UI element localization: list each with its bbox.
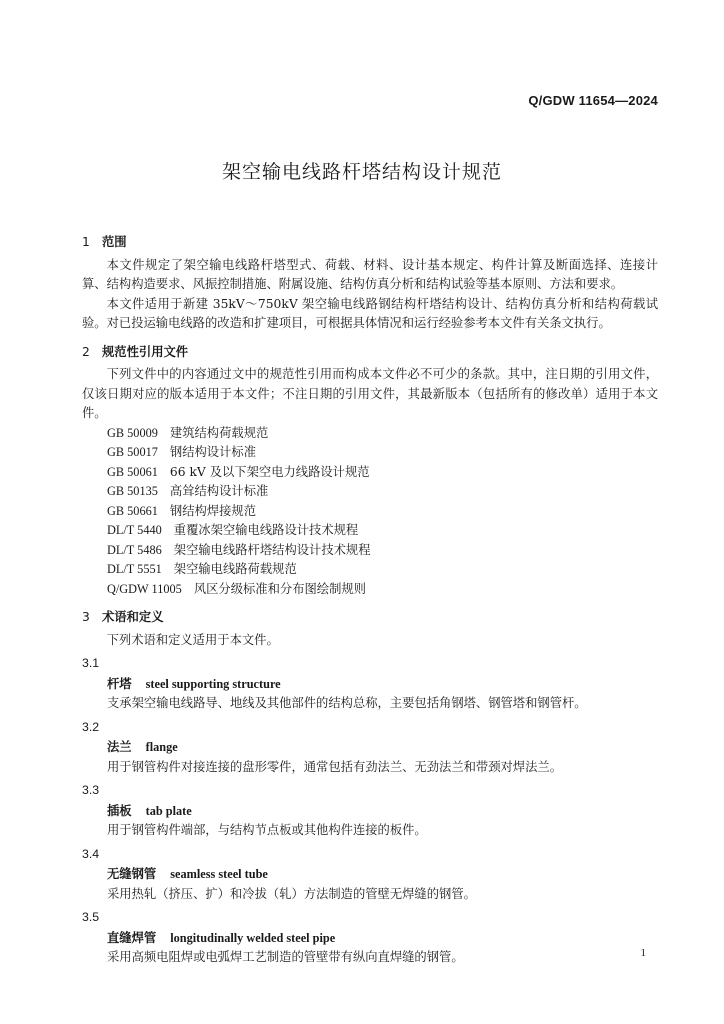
reference-code: DL/T 5486 <box>107 542 162 557</box>
term-english: flange <box>145 740 178 754</box>
term-english: steel supporting structure <box>145 676 281 691</box>
reference-name: 架空输电线路荷载规范 <box>173 562 297 576</box>
term-definition: 支承架空输电线路导、地线及其他部件的结构总称，主要包括角钢塔、钢管塔和钢管杆。 <box>107 696 587 710</box>
reference-code: DL/T 5440 <box>107 523 162 537</box>
term-english: longitudinally welded steel pipe <box>170 930 336 945</box>
term-number: 3.4 <box>82 846 100 861</box>
reference-item <box>107 560 658 580</box>
reference-name: 钢结构设计标准 <box>169 445 256 459</box>
reference-code: GB 50135 <box>107 484 158 498</box>
reference-item <box>107 463 658 483</box>
section-title: 术语和定义 <box>102 610 164 624</box>
reference-code: GB 50661 <box>107 503 158 518</box>
reference-code: GB 50061 <box>107 464 158 479</box>
term-english: seamless steel tube <box>170 867 268 881</box>
term-chinese: 杆塔 <box>107 676 132 691</box>
term-heading <box>107 801 658 822</box>
term-chinese: 直缝焊管 <box>107 930 157 945</box>
paragraph: 本文件适用于新建 35kV～750kV 架空输电线路钢结构杆塔结构设计、结构仿真分析和结构荷载试验。对已投运输电线路的改造和扩建项目，可根据具体情况和运行经验参考本文件有关条文执行。 <box>82 296 658 330</box>
reference-item <box>107 424 658 444</box>
reference-item <box>107 443 658 463</box>
term-heading <box>107 864 658 885</box>
term-definition: 采用热轧（挤压、扩）和冷拔（轧）方法制造的管壁无焊缝的钢管。 <box>107 886 476 901</box>
paragraph: 本文件规定了架空输电线路杆塔型式、荷载、材料、设计基本规定、构件计算及断面选择、连接计算、结构构造要求、风振控制措施、附属设施、结构仿真分析和结构试验等基本原则、方法和要求。 <box>82 257 658 291</box>
reference-item <box>107 482 658 502</box>
section-number: 2 <box>82 344 90 359</box>
term-chinese: 法兰 <box>107 740 132 754</box>
page-number: 1 <box>640 947 646 959</box>
section-title: 规范性引用文件 <box>102 344 189 359</box>
reference-item <box>107 541 658 561</box>
reference-name: 建筑结构荷载规范 <box>169 425 269 440</box>
paragraph: 下列文件中的内容通过文中的规范性引用而构成本文件必不可少的条款。其中，注日期的引用文件，仅该日期对应的版本适用于本文件；不注日期的引用文件，其最新版本（包括所有的修改单）适用于本文件。 <box>82 367 658 420</box>
term-chinese: 无缝钢管 <box>107 867 157 881</box>
term-heading <box>107 674 658 695</box>
term-number: 3.1 <box>82 656 100 670</box>
reference-code: DL/T 5551 <box>107 562 162 576</box>
reference-name: 重覆冰架空输电线路设计技术规程 <box>173 523 359 537</box>
reference-name: 风区分级标准和分布图绘制规则 <box>193 581 366 596</box>
reference-code: Q/GDW 11005 <box>107 581 182 596</box>
term-definition: 用于钢管构件端部，与结构节点板或其他构件连接的板件。 <box>107 823 427 837</box>
section-heading <box>82 608 658 628</box>
paragraph: 下列术语和定义适用于本文件。 <box>106 632 279 647</box>
term-chinese: 插板 <box>107 803 132 818</box>
term-heading <box>107 737 658 758</box>
reference-code: GB 50017 <box>107 445 158 459</box>
reference-item <box>107 580 658 600</box>
section-number: 3 <box>82 610 90 624</box>
reference-name: 66 kV 及以下架空电力线路设计规范 <box>169 464 370 479</box>
term-definition: 用于钢管构件对接连接的盘形零件，通常包括有劲法兰、无劲法兰和带颈对焊法兰。 <box>107 759 562 774</box>
term-english: tab plate <box>145 803 192 818</box>
document-body <box>82 229 658 968</box>
section-heading <box>82 343 658 363</box>
page-title: 架空输电线路杆塔结构设计规范 <box>221 161 502 183</box>
reference-name: 钢结构焊接规范 <box>169 503 256 518</box>
term-definition: 采用高频电阻焊或电弧焊工艺制造的管壁带有纵向直焊缝的钢管。 <box>107 950 464 964</box>
section-title: 范围 <box>102 235 127 249</box>
section-number: 1 <box>82 235 90 249</box>
reference-name: 高耸结构设计标准 <box>169 484 269 498</box>
term-number: 3.3 <box>82 783 100 797</box>
reference-item <box>107 502 658 522</box>
term-number: 3.2 <box>82 719 100 734</box>
reference-item <box>107 521 658 541</box>
standard-code: Q/GDW 11654—2024 <box>528 93 658 108</box>
section-heading <box>82 233 658 253</box>
term-number: 3.5 <box>82 910 100 924</box>
reference-code: GB 50009 <box>107 425 158 440</box>
term-heading <box>107 928 658 949</box>
reference-name: 架空输电线路杆塔结构设计技术规程 <box>173 542 371 557</box>
